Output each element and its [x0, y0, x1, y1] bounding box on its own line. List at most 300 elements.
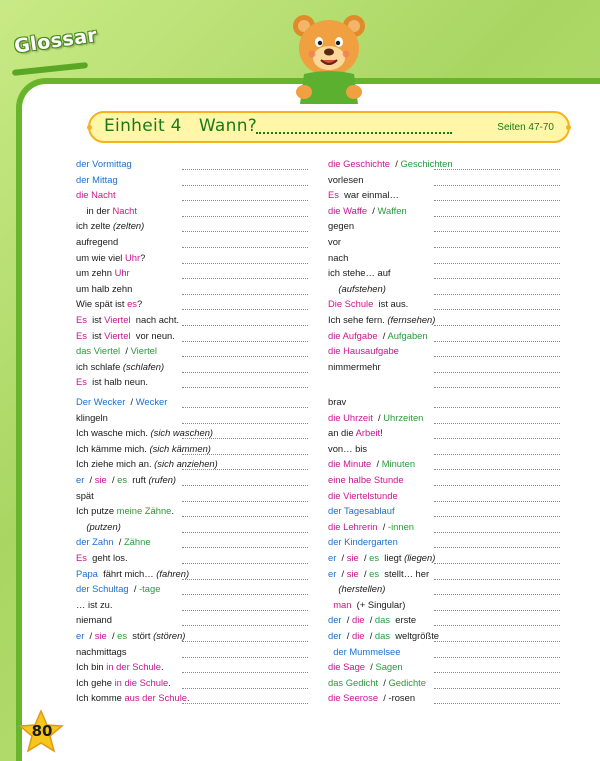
glossar-title: Glossar [12, 24, 99, 58]
vocab-term [328, 329, 428, 343]
vocab-term [76, 473, 176, 487]
vocab-term-part: ich stehe… auf [328, 267, 391, 279]
vocab-term [328, 282, 386, 296]
vocab-term [76, 582, 160, 596]
vocab-term-part: / [372, 411, 384, 423]
write-in-line[interactable] [434, 247, 560, 248]
vocab-term-part: (stören) [153, 630, 186, 641]
vocab-term [328, 629, 439, 643]
vocab-term-part: (schlafen) [122, 360, 165, 372]
vocab-row [328, 504, 560, 519]
write-in-line[interactable] [182, 594, 308, 595]
vocab-term-part: / [364, 630, 375, 641]
write-in-line[interactable] [182, 423, 308, 424]
vocab-term-part: aufregend [76, 236, 119, 247]
vocab-term-part: in der [76, 204, 113, 216]
unit-label: Einheit 4 [104, 116, 182, 136]
write-in-line[interactable] [434, 231, 560, 232]
vocab-term-part: (sich anziehen) [154, 458, 218, 470]
vocab-term-part: Wecker [135, 396, 168, 407]
vocab-term-part: Es [76, 329, 87, 341]
vocab-term-part: Es [76, 314, 87, 325]
vocab-term-part: der [328, 536, 345, 548]
vocab-term-part: (herstellen) [328, 583, 386, 595]
vocab-term-part: der [76, 158, 93, 169]
vocab-term [76, 360, 164, 374]
vocab-term [76, 188, 116, 202]
vocab-term-part: er [76, 630, 85, 641]
write-in-line[interactable] [434, 309, 560, 310]
write-in-line[interactable] [182, 387, 308, 388]
vocab-term-part: die [328, 661, 344, 673]
vocab-term [328, 660, 403, 674]
vocab-term [76, 660, 164, 674]
write-in-line[interactable] [182, 610, 308, 611]
vocab-term-part: die [328, 411, 344, 423]
write-in-line[interactable] [434, 423, 560, 424]
vocab-term-part: klingeln [76, 411, 108, 423]
vocab-term [76, 219, 144, 233]
vocab-term-part: vor neun. [130, 329, 175, 341]
vocab-term-part: Tagesablauf [344, 505, 395, 517]
vocab-term-part: Waffe [343, 204, 368, 216]
vocab-row [76, 375, 308, 390]
vocab-term [328, 551, 435, 565]
vocab-term-part: sie [94, 630, 107, 641]
vocab-term-part: (aufstehen) [328, 282, 386, 294]
vocab-term-part: die [351, 630, 365, 641]
vocab-row [328, 157, 560, 172]
vocab-term-part: ist aus. [373, 298, 409, 310]
vocab-term-part: / [336, 567, 347, 579]
vocab-term-part: der [328, 614, 342, 626]
banner-heading [104, 116, 257, 136]
vocab-term-part: / [84, 630, 95, 641]
vocab-term-part: Ich bin [76, 661, 107, 673]
vocab-term-part: / [125, 396, 136, 407]
vocab-row [76, 173, 308, 188]
write-in-line[interactable] [182, 532, 308, 533]
vocab-term-part: der [76, 583, 93, 595]
teddy-bear-illustration [290, 12, 368, 104]
vocab-term-part: stellt… her [379, 567, 430, 579]
write-in-line[interactable] [182, 501, 308, 502]
vocab-row [76, 219, 308, 234]
write-in-line[interactable] [182, 485, 308, 486]
write-in-line[interactable] [434, 454, 560, 455]
vocab-term [328, 598, 405, 612]
vocab-row [328, 266, 560, 281]
vocab-term-part: nimmermehr [328, 360, 381, 372]
vocab-row [328, 442, 560, 457]
write-in-line[interactable] [434, 185, 560, 186]
vocab-term-part: . [187, 692, 190, 704]
vocab-term-part: / [377, 329, 388, 341]
vocab-row [328, 691, 560, 706]
vocab-term-part: . [168, 676, 171, 688]
write-in-line[interactable] [434, 688, 560, 689]
vocab-term-part: vor [328, 236, 342, 247]
vocab-term-part: / [84, 474, 95, 485]
write-in-line[interactable] [182, 516, 308, 517]
write-in-line[interactable] [182, 703, 308, 704]
write-in-line[interactable] [434, 516, 560, 517]
vocab-row [328, 344, 560, 359]
vocab-term-part: . [160, 661, 164, 673]
vocab-term-part: Geschichten [400, 158, 453, 169]
write-in-line[interactable] [182, 278, 308, 279]
banner-dotted-line [256, 132, 452, 134]
vocab-term-part: in der Schule [106, 661, 161, 673]
vocab-term-part: der [76, 536, 93, 548]
write-in-line[interactable] [182, 309, 308, 310]
vocab-term [328, 251, 348, 265]
vocab-row [328, 411, 560, 426]
write-in-line[interactable] [434, 672, 560, 673]
vocab-term [328, 691, 415, 705]
write-in-line[interactable] [434, 387, 560, 388]
vocab-row [76, 504, 308, 519]
vocab-term [76, 411, 108, 425]
vocab-term-part: die [328, 458, 344, 470]
vocab-row [76, 204, 308, 219]
vocab-term-part: Viertel [93, 345, 121, 357]
vocab-term [76, 691, 190, 705]
write-in-line[interactable] [434, 356, 560, 357]
vocab-row [76, 282, 308, 297]
vocab-term-part: Geschichte [343, 158, 391, 169]
vocab-row [328, 313, 560, 328]
vocab-term [76, 520, 121, 534]
vocab-term-part: . [171, 505, 174, 517]
vocab-term-part: / [358, 552, 370, 563]
vocab-term-part: Viertel [104, 314, 131, 325]
vocab-term-part: Ich ziehe mich an. [76, 458, 155, 470]
write-in-line[interactable] [182, 247, 308, 248]
vocab-term [76, 282, 132, 296]
vocab-term-part: Lehrerin [343, 520, 378, 532]
vocab-term-part: man [328, 598, 352, 610]
vocab-term [76, 173, 118, 187]
write-in-line[interactable] [182, 216, 308, 217]
write-in-line[interactable] [434, 485, 560, 486]
vocab-term [76, 235, 118, 249]
vocab-term-part: ? [140, 251, 146, 263]
vocab-term-part: / [367, 204, 378, 216]
vocab-term-part: (sich waschen) [150, 427, 214, 439]
vocab-term-part: -tage [139, 583, 161, 595]
vocab-row [76, 598, 308, 613]
vocab-term-part: sie [346, 567, 359, 579]
vocab-term [328, 473, 404, 487]
vocab-term-part: / [390, 158, 401, 169]
banner-pages: Seiten 47-70 [497, 122, 554, 133]
write-in-line[interactable] [182, 200, 308, 201]
vocab-term-part: / [106, 630, 118, 641]
write-in-line[interactable] [434, 532, 560, 533]
write-in-line[interactable] [434, 594, 560, 595]
write-in-line[interactable] [182, 579, 308, 580]
vocab-row [76, 676, 308, 691]
write-in-line[interactable] [182, 625, 308, 626]
vocab-row [328, 173, 560, 188]
vocab-row [328, 598, 560, 613]
write-in-line[interactable] [182, 169, 308, 170]
vocab-term-part: der [328, 630, 342, 641]
vocab-term-part: / [341, 630, 352, 641]
vocab-term-part: das [328, 676, 346, 688]
vocab-term-part: ist [86, 329, 105, 341]
vocab-term-part: es [369, 552, 380, 563]
vocab-term [76, 344, 157, 358]
write-in-line[interactable] [434, 657, 560, 658]
write-in-line[interactable] [434, 325, 560, 326]
unit-title: Wann? [198, 116, 258, 136]
vocab-term [76, 613, 112, 627]
vocab-term-part: Es [328, 189, 339, 201]
vocab-term [76, 313, 179, 327]
write-in-line[interactable] [434, 579, 560, 580]
vocab-row [328, 489, 560, 504]
vocab-term-part: / [106, 474, 118, 485]
vocab-term-part: fährt mich… [97, 567, 157, 579]
vocab-term-part: vorlesen [328, 173, 364, 185]
vocab-row [328, 582, 560, 597]
vocab-row [328, 629, 560, 644]
vocab-term-part: Schultag [92, 583, 129, 595]
vocab-term-part: die Viertelstunde [328, 489, 398, 501]
vocab-term [328, 344, 399, 358]
vocab-term [328, 395, 346, 409]
write-in-line[interactable] [182, 341, 308, 342]
vocab-term-part: Mummelsee [349, 645, 401, 657]
vocab-term-part: ? [136, 298, 143, 310]
vocab-term-part: sie [346, 552, 359, 563]
vocab-row [328, 282, 560, 297]
vocab-term-part: Aufgabe [342, 329, 378, 341]
vocab-term-part: er [328, 567, 337, 579]
vocab-term-part: war einmal… [338, 189, 399, 201]
vocab-term-part: Seerose [343, 692, 379, 704]
vocab-term [328, 520, 414, 534]
write-in-line[interactable] [434, 501, 560, 502]
vocab-row [328, 188, 560, 203]
vocab-term-part: / [358, 567, 370, 579]
vocab-term-part: Uhr [124, 251, 141, 263]
vocab-term-part: Vormittag [92, 158, 132, 169]
vocab-row [76, 313, 308, 328]
vocab-term [328, 313, 435, 327]
vocab-term-part: Uhr [114, 267, 130, 279]
vocab-term-part: liegt [379, 552, 405, 563]
vocab-row [328, 645, 560, 660]
write-in-line[interactable] [434, 169, 560, 170]
vocab-row [328, 520, 560, 535]
write-in-line[interactable] [434, 263, 560, 264]
vocab-term [328, 535, 398, 549]
write-in-line[interactable] [434, 469, 560, 470]
vocab-row [328, 235, 560, 250]
vocab-term-part: Wie spät ist [76, 298, 128, 310]
vocab-term-part: Ich gehe [76, 676, 115, 688]
write-in-line[interactable] [182, 294, 308, 295]
page-number: 80 [31, 722, 53, 740]
vocab-term [328, 204, 407, 218]
vocab-row [76, 395, 308, 410]
vocab-term-part: von… bis [328, 442, 368, 454]
vocab-term-part: das [374, 614, 391, 626]
vocab-term-part: (+ Singular) [351, 598, 406, 610]
vocab-term-part: der [328, 645, 350, 657]
vocab-row [76, 645, 308, 660]
vocab-term [328, 266, 391, 280]
vocab-term-part: ich zelte [76, 220, 113, 232]
write-in-line[interactable] [182, 263, 308, 264]
vocab-term-part: um zehn [76, 267, 115, 279]
vocab-term-part: (sich kämmen) [149, 442, 211, 454]
vocab-term-part: die [328, 520, 344, 532]
write-in-line[interactable] [434, 372, 560, 373]
write-in-line[interactable] [434, 341, 560, 342]
vocab-term-part: nach acht. [130, 314, 180, 325]
vocab-term-part: / [128, 583, 140, 595]
vocab-term-part: / [113, 536, 124, 548]
vocab-term [76, 329, 175, 343]
vocab-row [76, 188, 308, 203]
write-in-line[interactable] [182, 372, 308, 373]
write-in-line[interactable] [434, 216, 560, 217]
vocab-term-part: Viertel [130, 345, 157, 357]
vocab-row [328, 204, 560, 219]
vocab-row [76, 235, 308, 250]
vocab-term-part: -rosen [388, 692, 416, 704]
vocab-term [328, 219, 354, 233]
vocab-term-part: Aufgaben [387, 329, 428, 341]
write-in-line[interactable] [434, 625, 560, 626]
vocab-term [76, 251, 145, 265]
write-in-line[interactable] [434, 278, 560, 279]
write-in-line[interactable] [434, 294, 560, 295]
vocab-term-part: Sagen [375, 661, 403, 673]
vocab-term [328, 426, 383, 440]
vocab-term-part: Nacht [112, 204, 137, 216]
vocab-term-part: Waffen [377, 204, 407, 216]
vocab-term [76, 645, 127, 659]
vocab-term-part: er [328, 552, 337, 563]
vocab-term-part: an die [328, 427, 356, 439]
vocab-term-part: / [364, 614, 375, 626]
write-in-line[interactable] [434, 407, 560, 408]
vocab-term-part: Uhrzeiten [383, 411, 424, 423]
vocab-term-part: Zahn [92, 536, 114, 548]
write-in-line[interactable] [434, 547, 560, 548]
vocab-term-part: nach [328, 251, 349, 263]
write-in-line[interactable] [182, 641, 308, 642]
write-in-line[interactable] [182, 185, 308, 186]
write-in-line[interactable] [434, 563, 560, 564]
write-in-line[interactable] [434, 438, 560, 439]
vocab-term [328, 297, 408, 311]
vocab-term-part: / [365, 661, 376, 673]
vocab-term-part: Gedichte [388, 676, 426, 688]
vocab-term-part: Ich komme [76, 692, 125, 704]
write-in-line[interactable] [182, 231, 308, 232]
vocab-term [76, 551, 128, 565]
write-in-line[interactable] [434, 641, 560, 642]
vocab-row [76, 473, 308, 488]
vocab-row [328, 219, 560, 234]
write-in-line[interactable] [182, 688, 308, 689]
vocab-term [328, 645, 400, 659]
vocab-term-part: Mittag [92, 173, 118, 185]
vocab-row [76, 582, 308, 597]
vocab-term-part: -innen [387, 520, 415, 532]
write-in-line[interactable] [182, 547, 308, 548]
vocab-row [76, 329, 308, 344]
vocab-term [76, 567, 189, 581]
write-in-line[interactable] [182, 454, 308, 455]
vocab-term-part: ist [86, 314, 105, 325]
vocab-term [328, 613, 416, 627]
vocab-term-part: nachmittags [76, 645, 127, 657]
vocab-term [328, 411, 423, 425]
vocab-term-part: es [127, 298, 137, 310]
unit-banner [88, 111, 570, 143]
write-in-line[interactable] [182, 407, 308, 408]
vocab-row [328, 473, 560, 488]
vocab-term-part: / [378, 692, 389, 704]
vocab-term [76, 629, 185, 643]
vocab-term-part: ich schlafe [76, 360, 123, 372]
vocab-row [328, 360, 560, 375]
vocab-term-part: Minute [343, 458, 372, 470]
vocab-term-part: die [328, 345, 344, 357]
write-in-line[interactable] [434, 610, 560, 611]
write-in-line[interactable] [182, 325, 308, 326]
vocab-term-part: Kindergarten [344, 536, 398, 548]
write-in-line[interactable] [182, 469, 308, 470]
vocab-term-part: (fahren) [156, 567, 190, 579]
write-in-line[interactable] [182, 356, 308, 357]
vocab-term-part: Ich kämme mich. [76, 442, 150, 454]
vocab-row [328, 395, 560, 410]
vocab-row [328, 329, 560, 344]
write-in-line[interactable] [434, 200, 560, 201]
write-in-line[interactable] [182, 563, 308, 564]
vocab-row [76, 297, 308, 312]
vocab-row [76, 489, 308, 504]
vocab-term [328, 567, 429, 581]
vocab-term-part: spät [76, 489, 94, 501]
vocab-term-part: (zelten) [113, 220, 145, 232]
vocab-term-part: geht los. [86, 552, 128, 563]
vocab-row [76, 457, 308, 472]
vocab-row [76, 535, 308, 550]
vocab-term [328, 489, 398, 503]
vocab-term-part: sie [94, 474, 107, 485]
vocab-term [76, 297, 142, 311]
write-in-line[interactable] [434, 703, 560, 704]
vocab-term-part: in die Schule [114, 676, 169, 688]
write-in-line[interactable] [182, 438, 308, 439]
vocab-term-part: es [117, 630, 128, 641]
write-in-line[interactable] [182, 672, 308, 673]
vocab-term-part: erste [390, 614, 417, 626]
vocab-term-part: Viertel [104, 329, 131, 341]
write-in-line[interactable] [182, 657, 308, 658]
vocab-term-part: / [378, 676, 389, 688]
vocab-term-part: die [328, 329, 343, 341]
